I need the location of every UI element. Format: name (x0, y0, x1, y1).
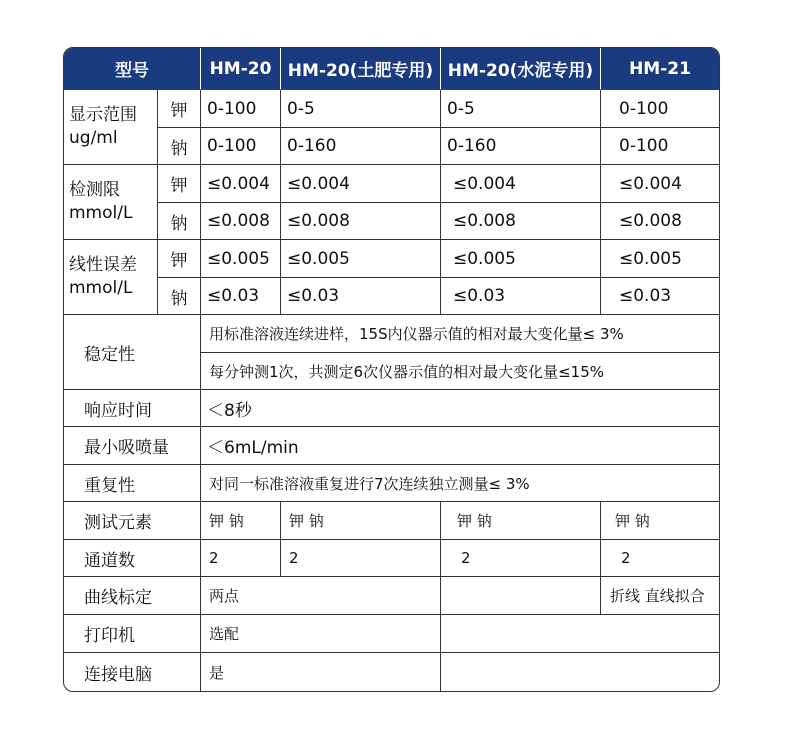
curve-calibration-right: 折线 直线拟合 (601, 577, 719, 615)
header-model-label: 型号 (64, 48, 201, 90)
value-cell: ≤0.008 (601, 203, 719, 240)
printer-empty (441, 615, 719, 653)
curve-calibration-label: 曲线标定 (64, 577, 201, 615)
connect-pc-label: 连接电脑 (64, 653, 201, 691)
printer-value: 选配 (201, 615, 441, 653)
header-model-hm21: HM-21 (601, 48, 719, 90)
value-cell: ≤0.008 (201, 203, 281, 240)
curve-calibration-left: 两点 (201, 577, 441, 615)
value-cell: ≤0.004 (601, 165, 719, 203)
value-cell: ≤0.03 (281, 278, 441, 315)
curve-calibration-empty (441, 577, 601, 615)
test-elements-value: 钾 钠 (201, 502, 281, 540)
header-model-hm20: HM-20 (201, 48, 281, 90)
element-label: 钾 (158, 90, 201, 128)
min-spray-label: 最小吸喷量 (64, 427, 201, 465)
stability-label: 稳定性 (64, 315, 201, 390)
value-cell: 0-100 (201, 90, 281, 128)
value-cell: ≤0.008 (281, 203, 441, 240)
stability-line-2: 每分钟测1次，共测定6次仪器示值的相对最大变化量≤15% (201, 353, 719, 390)
test-elements-value: 钾 钠 (601, 502, 719, 540)
value-cell: ≤0.004 (201, 165, 281, 203)
group-display-range (64, 90, 158, 165)
channels-label: 通道数 (64, 540, 201, 577)
value-cell: ≤0.004 (441, 165, 601, 203)
repeatability-value: 对同一标准溶液重复进行7次连续独立测量≤ 3% (201, 465, 719, 502)
element-label: 钾 (158, 240, 201, 278)
value-cell: ≤0.03 (201, 278, 281, 315)
header-model-hm20-soil: HM-20(土肥专用) (281, 48, 441, 90)
value-cell: 0-5 (281, 90, 441, 128)
value-cell: ≤0.03 (601, 278, 719, 315)
value-cell: 0-100 (201, 128, 281, 165)
channels-value: 2 (201, 540, 281, 577)
spec-table (63, 47, 720, 692)
printer-label: 打印机 (64, 615, 201, 653)
group-detection-limit (64, 165, 158, 240)
group-unit: mmol/L (69, 203, 133, 223)
group-unit: ug/ml (69, 128, 118, 148)
value-cell: ≤0.005 (201, 240, 281, 278)
group-name: 显示范围 (69, 105, 137, 125)
value-cell: 0-100 (601, 90, 719, 128)
value-cell: ≤0.005 (441, 240, 601, 278)
header-model-hm20-cement: HM-20(水泥专用) (441, 48, 601, 90)
group-linearity-error (64, 240, 158, 315)
value-cell: 0-100 (601, 128, 719, 165)
min-spray-value: ＜6mL/min (201, 427, 719, 465)
value-cell: 0-160 (441, 128, 601, 165)
element-label: 钠 (158, 203, 201, 240)
group-name: 检测限 (69, 180, 120, 200)
group-name: 线性误差 (69, 255, 137, 275)
value-cell: 0-160 (281, 128, 441, 165)
element-label: 钠 (158, 128, 201, 165)
value-cell: ≤0.008 (441, 203, 601, 240)
response-time-label: 响应时间 (64, 390, 201, 427)
test-elements-label: 测试元素 (64, 502, 201, 540)
channels-value: 2 (441, 540, 601, 577)
connect-pc-empty (441, 653, 719, 691)
value-cell: ≤0.004 (281, 165, 441, 203)
connect-pc-value: 是 (201, 653, 441, 691)
response-time-value: ＜8秒 (201, 390, 719, 427)
channels-value: 2 (601, 540, 719, 577)
value-cell: 0-5 (441, 90, 601, 128)
group-unit: mmol/L (69, 278, 133, 298)
test-elements-value: 钾 钠 (441, 502, 601, 540)
repeatability-label: 重复性 (64, 465, 201, 502)
channels-value: 2 (281, 540, 441, 577)
element-label: 钠 (158, 278, 201, 315)
value-cell: ≤0.005 (601, 240, 719, 278)
stability-line-1: 用标准溶液连续进样，15S内仪器示值的相对最大变化量≤ 3% (201, 315, 719, 353)
value-cell: ≤0.03 (441, 278, 601, 315)
test-elements-value: 钾 钠 (281, 502, 441, 540)
element-label: 钾 (158, 165, 201, 203)
value-cell: ≤0.005 (281, 240, 441, 278)
